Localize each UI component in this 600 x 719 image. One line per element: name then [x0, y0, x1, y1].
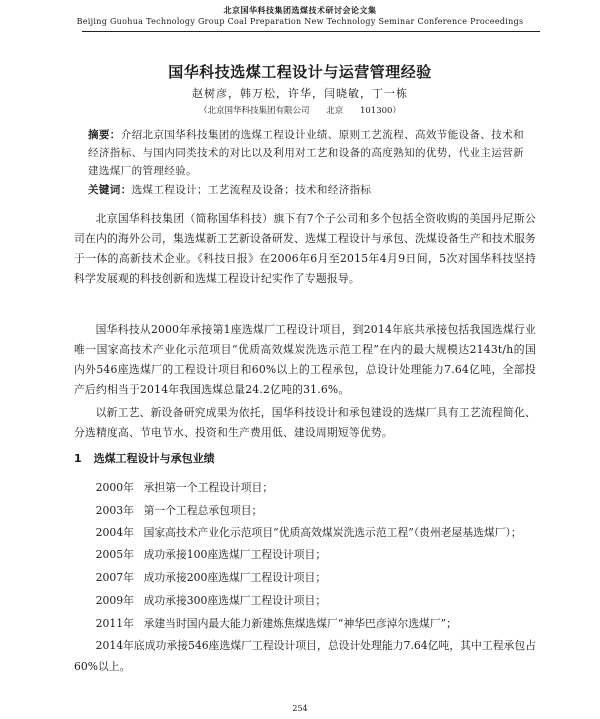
milestone-year: 2003年: [95, 504, 134, 517]
milestone-year: 2009年: [95, 594, 134, 607]
section-number: 1: [74, 452, 82, 465]
milestone-text: 成功承接546座选煤厂工程设计项目，总设计处理能力7.64亿吨，其中工程承包占60%以上。: [74, 639, 536, 673]
author-list: 赵树彦，韩万松，许华，闫晓敏，丁一栋: [192, 87, 408, 100]
abstract-text: 介绍北京国华科技集团的选煤工程设计业绩、原则工艺流程、高效节能设备、技术和经济指标、与国内同类技术的对比以及利用对工艺和设备的高度熟知的优势，代业主运营新建选煤厂的管理经验。: [88, 129, 525, 177]
milestone-text: 承建当时国内最大能力新建炼焦煤选煤厂“神华巴彦淖尔选煤厂”；: [143, 617, 457, 630]
milestone-item: [74, 589, 536, 612]
section-heading: [74, 450, 215, 466]
affiliation-zip: 101300）: [359, 106, 401, 116]
section-title: 选煤工程设计与承包业绩: [93, 452, 215, 465]
milestone-text: 第一个工程总承包项目；: [143, 504, 263, 517]
paper-title: 国华科技选煤工程设计与运营管理经验: [168, 63, 432, 81]
milestone-text: 成功承接300座选煤厂工程设计项目；: [143, 594, 327, 607]
milestone-year: 2014年底: [95, 639, 145, 652]
milestone-item: [74, 476, 536, 499]
affiliation: [0, 104, 600, 116]
abstract-label: 摘要：: [88, 129, 121, 141]
milestone-year: 2004年: [95, 526, 134, 539]
milestone-item: [74, 522, 536, 543]
milestone-item: [74, 543, 536, 566]
affiliation-city: 北京: [326, 106, 344, 116]
milestone-item: [74, 612, 536, 635]
paragraph-intro: 北京国华科技集团（简称国华科技）旗下有7个子公司和多个包括全资收购的美国丹尼斯公司在内的海外公司，集选煤新工艺新设备研发、选煤工程设计与承包、洗煤设备生产和技术服务于一体的高新技术企业。《科技日报》在2006年6月至2015年4月9日间，5次对国华科技坚持科学发展观的科技创新和选煤工程设计纪实作了专题报导。: [74, 212, 536, 285]
milestone-item: [74, 566, 536, 589]
header-rule: [82, 31, 540, 32]
milestone-text: 国家高技术产业化示范项目“优质高效煤炭洗选示范工程”（贵州老屋基选煤厂）；: [143, 526, 522, 539]
running-head: [0, 6, 600, 27]
milestone-year: 2000年: [95, 481, 134, 494]
milestone-year: 2005年: [95, 548, 134, 561]
abstract: [88, 126, 526, 180]
milestone-item: [74, 499, 536, 522]
milestone-year: 2011年: [95, 617, 134, 630]
keywords: [88, 181, 526, 199]
page-number: 254: [292, 704, 308, 713]
milestone-year: 2007年: [95, 571, 134, 584]
milestone-text: 成功承接100座选煤厂工程设计项目；: [143, 548, 327, 561]
keywords-text: 选煤工程设计；工艺流程及设备；技术和经济指标: [131, 184, 372, 196]
running-head-zh: 北京国华科技集团选煤技术研讨会论文集: [223, 6, 377, 15]
affiliation-org: （北京国华科技集团有限公司: [199, 106, 310, 116]
paragraph-scale: 国华科技从2000年承接第1座选煤厂工程设计项目，到2014年底共承接包括我国选煤行业唯一国家高技术产业化示范项目“优质高效煤炭洗选示范工程”在内的最大规模达2143t/h的国内外546座选煤厂的工程设计项目和60%以上的工程承包，总设计处理能力7.64亿吨，全部投产后约相当于2014年我国选煤总量24.2亿吨的31.6%。: [74, 323, 536, 396]
milestone-list: [74, 476, 536, 677]
milestone-text: 成功承接200座选煤厂工程设计项目；: [143, 571, 327, 584]
milestone-item: [74, 635, 536, 677]
keywords-label: 关键词：: [88, 184, 132, 196]
milestone-text: 承担第一个工程设计项目；: [143, 481, 274, 494]
paragraph-advantages: 以新工艺、新设备研究成果为依托，国华科技设计和承包建设的选煤厂具有工艺流程简化、分选精度高、节电节水、投资和生产费用低、建设周期短等优势。: [74, 406, 536, 439]
running-head-en: Beijing Guohua Technology Group Coal Preparation New Technology Seminar Conference Proceedings: [76, 17, 524, 26]
